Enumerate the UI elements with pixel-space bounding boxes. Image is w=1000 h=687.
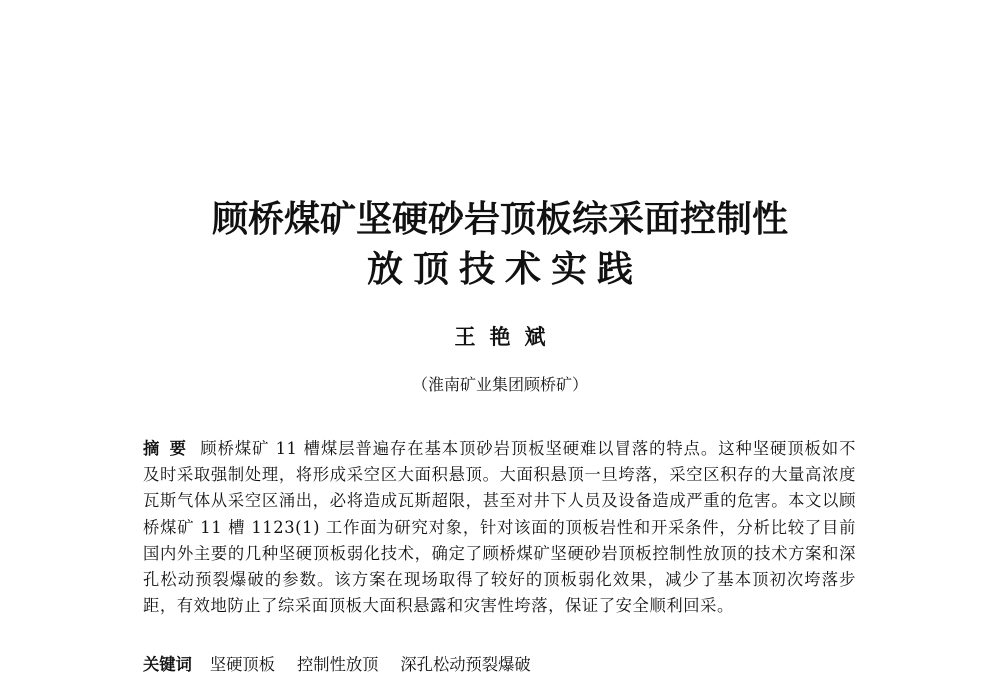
- author-name: 王艳斌: [454, 325, 560, 349]
- keywords: [143, 652, 553, 678]
- abstract-label: 摘要: [143, 439, 197, 458]
- author-affiliation: （淮南矿业集团顾桥矿）: [411, 375, 588, 394]
- keyword-item: 坚硬顶板: [209, 655, 275, 674]
- abstract: [143, 436, 856, 619]
- paper-title-line-2: 放顶技术实践: [366, 249, 643, 290]
- paper-title-line-1: 顾桥煤矿坚硬砂岩顶板综采面控制性: [211, 199, 788, 240]
- paper-title: [0, 195, 1000, 295]
- keyword-item: 控制性放顶: [297, 655, 379, 674]
- keywords-label: 关键词: [143, 655, 192, 674]
- keyword-item: 深孔松动预裂爆破: [400, 655, 531, 674]
- abstract-text: 顾桥煤矿 11 槽煤层普遍存在基本顶砂岩顶板坚硬难以冒落的特点。这种坚硬顶板如不及时采取强制处理，将形成采空区大面积悬顶。大面积悬顶一旦垮落，采空区积存的大量高浓度瓦斯气体从采空区涌出，必将造成瓦斯超限，甚至对井下人员及设备造成严重的危害。本文以顾桥煤矿 11 槽 1123(1) 工作面为研究对象，针对该面的顶板岩性和开采条件，分析比较了目前国内外主要的几种坚硬顶板弱化技术，确定了顾桥煤矿坚硬砂岩顶板控制性放顶的技术方案和深孔松动预裂爆破的参数。该方案在现场取得了较好的顶板弱化效果，减少了基本顶初次垮落步距，有效地防止了综采面顶板大面积悬露和灾害性垮落，保证了安全顺利回采。: [143, 439, 856, 616]
